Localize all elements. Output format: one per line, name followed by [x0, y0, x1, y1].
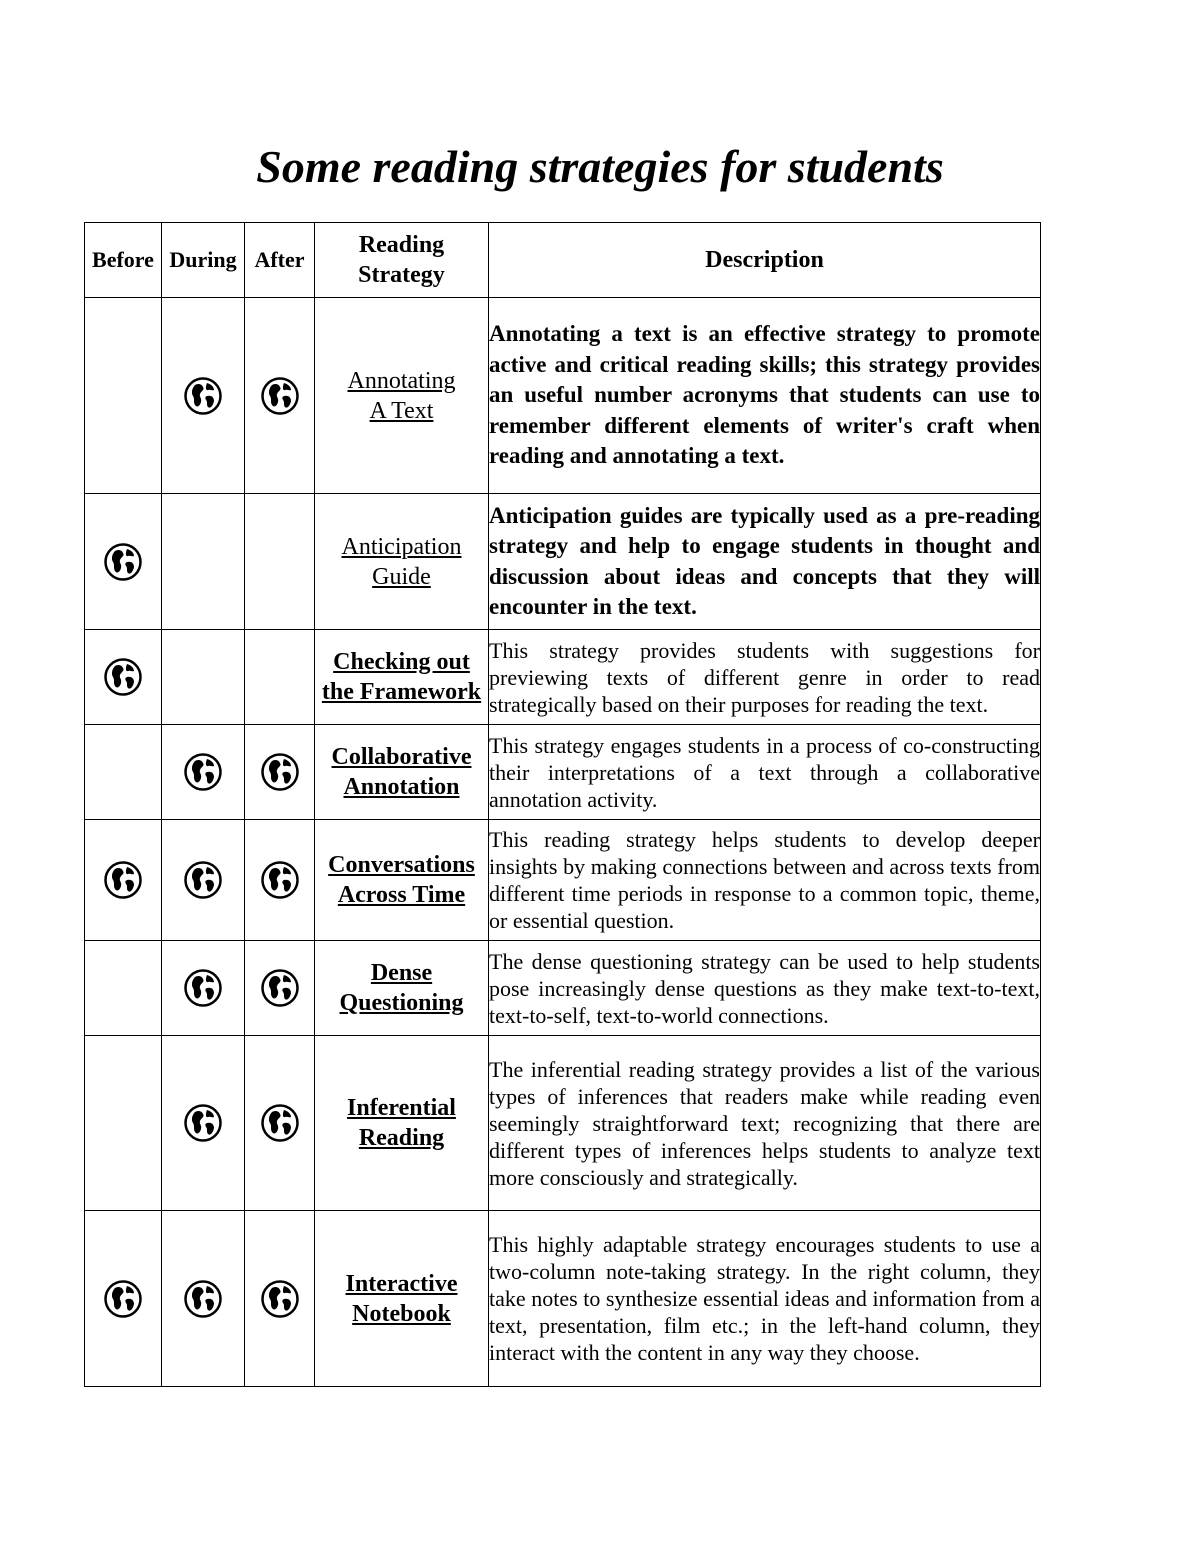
cell-strategy [315, 820, 489, 941]
table-row [85, 1211, 1041, 1387]
table-row [85, 820, 1041, 941]
cell-before [85, 298, 162, 494]
strategy-link[interactable] [332, 742, 472, 802]
cell-strategy [315, 725, 489, 820]
globe-icon [183, 376, 223, 416]
cell-before [85, 820, 162, 941]
strategy-name-line1: Inferential [347, 1095, 456, 1121]
strategy-description: This highly adaptable strategy encourages students to use a two-column note-taking strategy. In the right column, they take notes to synthesize essential ideas and information from a text, presentation, film etc.; in the left-hand column, they interact with the content in any way they choose. [489, 1232, 1040, 1365]
cell-description [489, 494, 1041, 630]
strategy-link[interactable] [342, 532, 462, 592]
strategy-name-line1: Anticipation [341, 533, 462, 560]
globe-icon [260, 968, 300, 1008]
strategy-link[interactable] [322, 647, 481, 707]
table-row [85, 1036, 1041, 1211]
header-after: After [245, 223, 315, 298]
table-row [85, 630, 1041, 725]
strategy-link[interactable] [339, 958, 463, 1018]
strategy-name-line1: Annotating [347, 367, 456, 394]
cell-during [162, 1211, 245, 1387]
globe-icon [103, 1279, 143, 1319]
globe-icon [260, 1103, 300, 1143]
globe-icon [103, 657, 143, 697]
strategy-description: Anticipation guides are typically used as a pre-reading strategy and help to engage students in thought and discussion about ideas and concepts that they will encounter in the text. [489, 502, 1040, 619]
cell-during [162, 820, 245, 941]
table-row [85, 298, 1041, 494]
cell-during [162, 1036, 245, 1211]
strategy-description: The dense questioning strategy can be used to help students pose increasingly dense questions as they make text-to-text, text-to-self, text-to-world connections. [489, 948, 1040, 1028]
cell-during [162, 630, 245, 725]
cell-after [245, 298, 315, 494]
globe-icon [183, 860, 223, 900]
cell-after [245, 494, 315, 630]
page-title: Some reading strategies for students [256, 141, 944, 192]
table-row [85, 494, 1041, 630]
globe-icon [260, 376, 300, 416]
strategies-table [84, 222, 1041, 1387]
cell-description [489, 1036, 1041, 1211]
strategy-description: Annotating a text is an effective strategy to promote active and critical reading skills; this strategy provides an useful number acronyms that students can use to remember different elements of writer's craft when reading and annotating a text. [489, 321, 1040, 469]
globe-icon [260, 860, 300, 900]
strategy-name-line2: Reading [358, 1125, 445, 1151]
strategy-name-line2: A Text [369, 397, 434, 424]
cell-description [489, 941, 1041, 1036]
cell-strategy [315, 941, 489, 1036]
strategy-name-line1: Interactive [345, 1270, 458, 1297]
cell-before [85, 1036, 162, 1211]
header-row [85, 223, 1041, 298]
cell-during [162, 725, 245, 820]
header-reading-strategy [315, 223, 489, 298]
cell-description [489, 725, 1041, 820]
cell-before [85, 725, 162, 820]
header-during: During [162, 223, 245, 298]
cell-during [162, 494, 245, 630]
cell-description [489, 1211, 1041, 1387]
strategy-description: The inferential reading strategy provides a list of the various types of inferences that readers make while reading even seemingly straightforward text; recognizing that there are different types of inferences helps students to analyze text more consciously and strategically. [489, 1056, 1040, 1190]
strategy-name-line1: Checking out [333, 649, 470, 675]
globe-icon [103, 542, 143, 582]
strategy-description: This strategy engages students in a process of co-constructing their interpretations of a text through a collaborative annotation activity. [489, 732, 1040, 812]
globe-icon [183, 1103, 223, 1143]
cell-before [85, 1211, 162, 1387]
header-description: Description [489, 223, 1041, 298]
cell-before [85, 941, 162, 1036]
globe-icon [183, 968, 223, 1008]
cell-after [245, 725, 315, 820]
cell-after [245, 1036, 315, 1211]
strategy-name-line2: the Framework [321, 679, 482, 705]
globe-icon [183, 1279, 223, 1319]
strategy-name-line1: Conversations [328, 852, 475, 878]
strategy-name-line1: Collaborative [331, 744, 472, 770]
strategy-name-line2: Notebook [352, 1300, 451, 1327]
globe-icon [260, 752, 300, 792]
strategy-name-line2: Questioning [339, 990, 464, 1016]
strategy-name-line2: Guide [372, 563, 431, 590]
strategy-name-line2: Across Time [337, 882, 466, 908]
header-before: Before [85, 223, 162, 298]
header-strategy-line1: Reading [358, 232, 445, 258]
cell-before [85, 494, 162, 630]
table-row [85, 725, 1041, 820]
cell-description [489, 820, 1041, 941]
header-strategy-line2: Strategy [358, 262, 445, 288]
strategy-link[interactable] [328, 850, 475, 910]
strategy-link[interactable] [346, 1269, 458, 1329]
cell-after [245, 1211, 315, 1387]
strategy-name-line1: Dense [370, 960, 433, 986]
cell-after [245, 820, 315, 941]
globe-icon [260, 1279, 300, 1319]
strategy-description: This strategy provides students with suggestions for previewing texts of different genre in order to read strategically based on their purposes for reading the text. [489, 637, 1040, 717]
cell-description [489, 630, 1041, 725]
strategy-link[interactable] [347, 1093, 456, 1153]
cell-during [162, 941, 245, 1036]
cell-before [85, 630, 162, 725]
cell-description [489, 298, 1041, 494]
cell-strategy [315, 1036, 489, 1211]
strategy-link[interactable] [348, 366, 456, 426]
table-row [85, 941, 1041, 1036]
globe-icon [103, 860, 143, 900]
cell-after [245, 941, 315, 1036]
strategy-name-line2: Annotation [343, 774, 460, 800]
strategy-description: This reading strategy helps students to develop deeper insights by making connections between and across texts from different time periods in response to a common topic, theme, or essential question. [489, 827, 1040, 933]
cell-during [162, 298, 245, 494]
cell-strategy [315, 630, 489, 725]
cell-strategy [315, 1211, 489, 1387]
cell-after [245, 630, 315, 725]
cell-strategy [315, 494, 489, 630]
globe-icon [183, 752, 223, 792]
cell-strategy [315, 298, 489, 494]
